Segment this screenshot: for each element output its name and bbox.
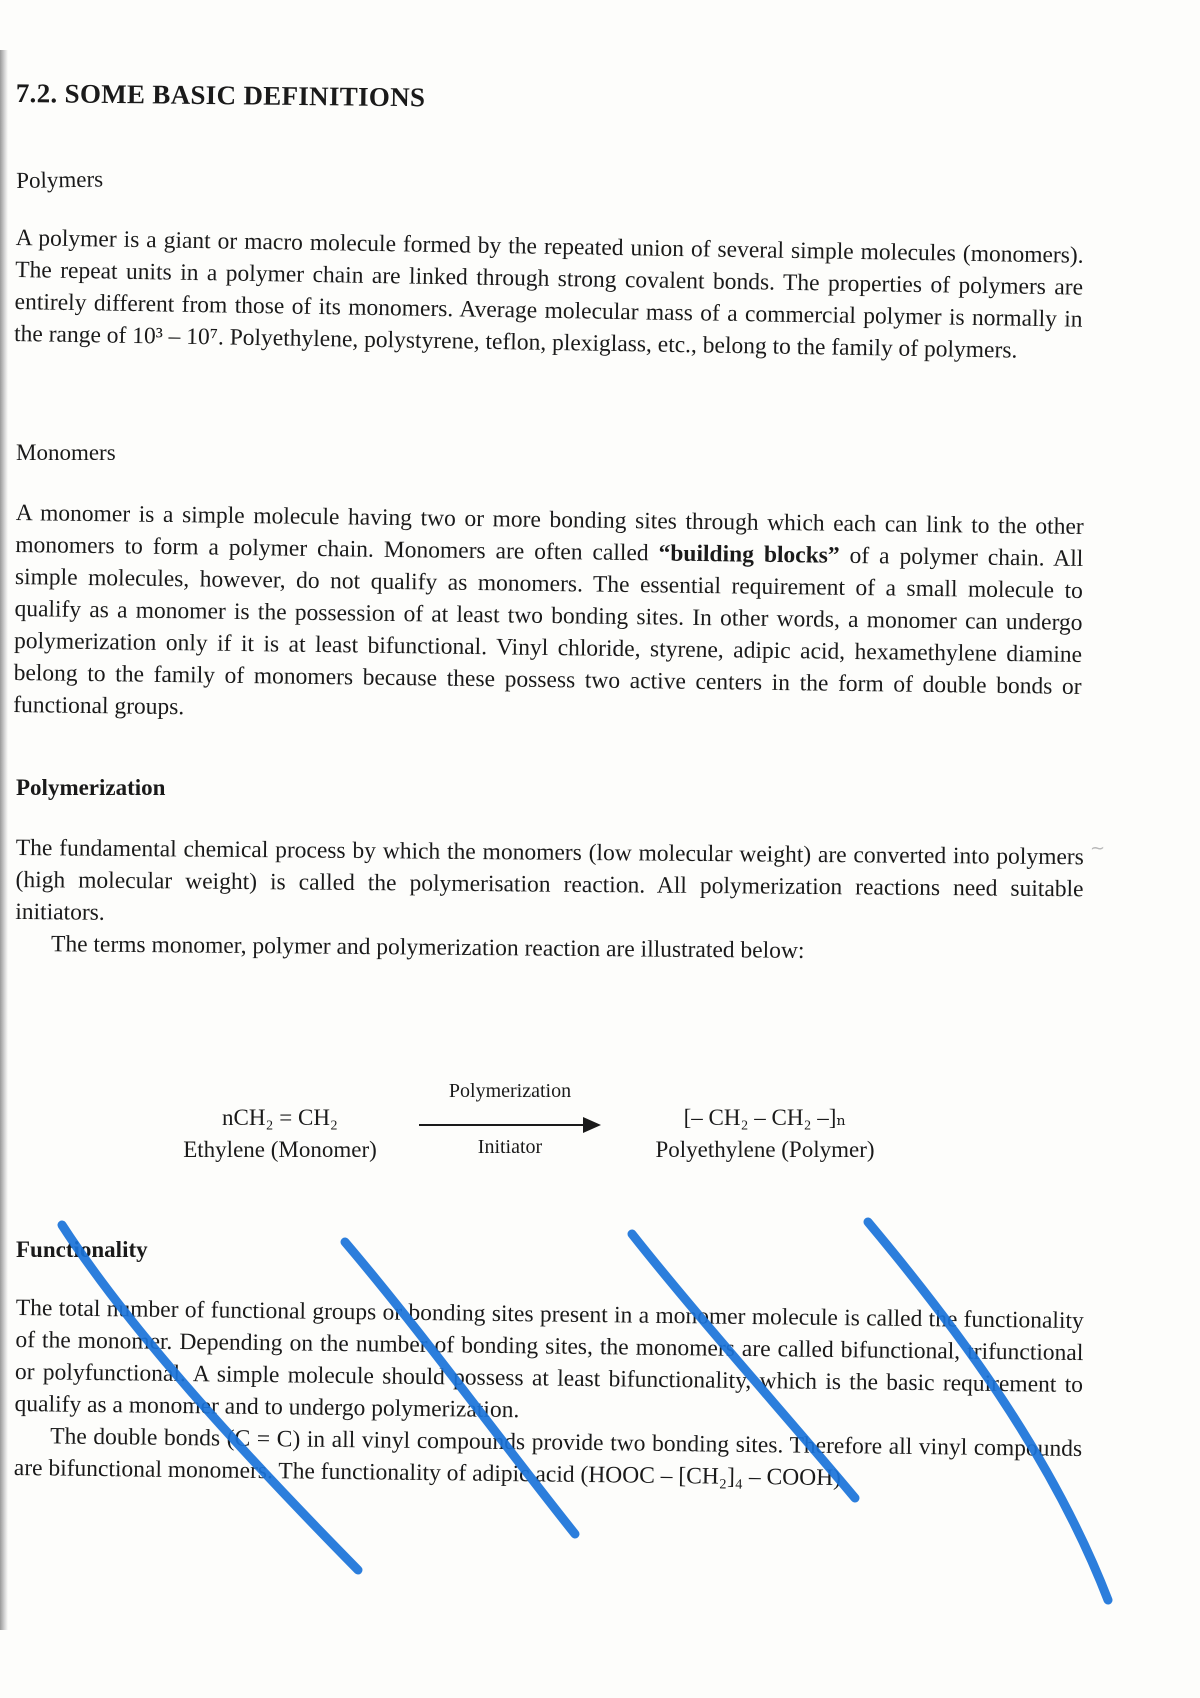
heading-polymerization: Polymerization	[16, 775, 166, 800]
paragraph-monomers	[13, 497, 1084, 735]
page-spine-shadow	[0, 50, 8, 1630]
polymerization-text: The fundamental chemical process by which the monomers (low molecular weight) are converted into polymers (high molecular weight) is called the polymerisation reaction. All polymerization reactions need suitable initiators.	[15, 834, 1084, 926]
paragraph-polymerization	[15, 832, 1084, 969]
functionality-text-2: The double bonds (C = C) in all vinyl compounds provide two bonding sites. Therefore all vinyl compounds are bifunctional monomers. The functionality of adipic acid (HOOC – [CH₂]₄ – COOH)	[13, 1423, 1083, 1492]
reactant-label: Ethylene (Monomer)	[183, 1137, 377, 1162]
paragraph-functionality	[14, 1292, 1084, 1497]
product	[625, 1102, 905, 1166]
reactant	[160, 1102, 400, 1166]
product-label: Polyethylene (Polymer)	[655, 1137, 875, 1162]
monomers-text	[13, 497, 1084, 735]
paragraph-polymers	[14, 222, 1084, 368]
heading-functionality: Functionality	[16, 1237, 148, 1262]
heading-polymers: Polymers	[16, 166, 104, 193]
section-number: 7.2.	[15, 78, 58, 109]
reactant-formula: nCH₂ = CH₂	[222, 1105, 338, 1130]
arrow-above-label: Polymerization	[448, 1080, 572, 1102]
arrow-shaft	[419, 1124, 589, 1126]
functionality-text: The total number of functional groups or bonding sites present in a monomer molecule is called the functionality of the monomer. Depending on the number of bonding sites, the monomers are called bifunctional, trifunctional or polyfunctional. A simple molecule should possess at least bifunctionality, which is the basic requirement to qualify as a monomer and to undergo polymerization.	[14, 1294, 1084, 1424]
product-formula: [– CH₂ – CH₂ –]ₙ	[683, 1105, 847, 1130]
monomers-text-b: of a polymer chain. All simple molecules, however, do not qualify as monomers. The essential requirement of a small molecule to qualify as a monomer is the possession of at least two bonding sites. In other words, a monomer can undergo polymerization only if it is at least bifunctional. Vinyl chloride, styrene, adipic acid, hexamethylene diamine belong to the family of monomers because these possess two active centers in the form of double bonds or functional groups.	[13, 542, 1084, 721]
monomers-text-a: A monomer is a simple molecule having two or more bonding sites through which each can link to the other monomers to form a polymer chain. Monomers are often called	[15, 499, 1084, 567]
heading-monomers: Monomers	[16, 440, 116, 465]
reaction-scheme	[0, 1080, 1200, 1190]
polymers-text: A polymer is a giant or macro molecule formed by the repeated union of several simple molecules (monomers). The repeat units in a polymer chain are linked through strong covalent bonds. The properties of polymers are entirely different from those of its monomers. Average molecular mass of a commercial polymer is normally in the range of 10³ – 10⁷. Polyethylene, polystyrene, teflon, plexiglass, etc., belong to the family of polymers.	[13, 224, 1084, 364]
arrow-head-icon	[583, 1117, 601, 1133]
monomers-bold-term: “building blocks”	[658, 540, 840, 569]
section-title	[16, 78, 426, 113]
polymerization-text-2: The terms monomer, polymer and polymerization reaction are illustrated below:	[50, 931, 805, 964]
pencil-mark: ~	[1090, 838, 1106, 859]
section-title-text: SOME BASIC DEFINITIONS	[64, 78, 426, 113]
reaction-arrow	[415, 1080, 605, 1170]
arrow-below-label: Initiator	[477, 1136, 543, 1158]
